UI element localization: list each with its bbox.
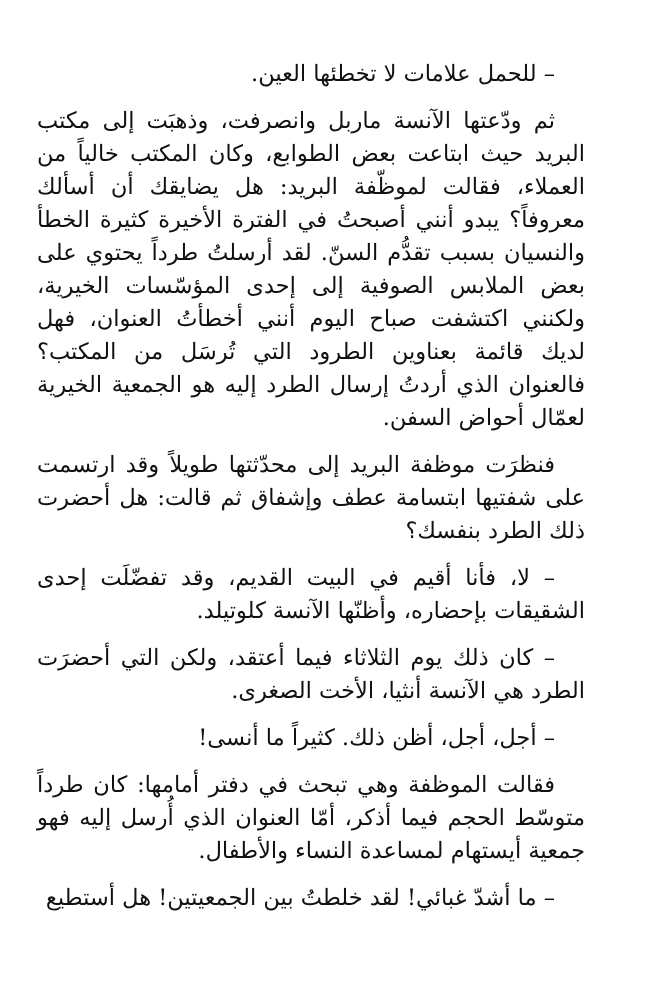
paragraph-dialogue-4: – أجل، أجل، أظن ذلك. كثيراً ما أنسى! — [198, 725, 555, 751]
paragraph-dialogue-1: – للحمل علامات لا تخطئها العين. — [251, 61, 555, 87]
paragraph-dialogue-3: – كان ذلك يوم الثلاثاء فيما أعتقد، ولكن التي أحضرَت الطرد هي الآنسة أنثيا، الأخت الصغرى. — [37, 645, 585, 704]
paragraph-dialogue-5: – ما أشدّ غبائي! لقد خلطتُ بين الجمعيتين! هل أستطيع — [45, 885, 555, 911]
book-page — [37, 58, 585, 915]
paragraph-narrative-post-office: ثم ودّعتها الآنسة ماربل وانصرفت، وذهبَت إلى مكتب البريد حيث ابتاعت بعض الطوابع، وكان المكتب خالياً من العملاء، فقالت لموظّفة البريد: هل يضايقك أن أسألك معروفاً؟ يبدو أنني أصبحتُ في الفترة الأخيرة كثيرة الخطأ والنسيان بسبب تقدُّم السنّ. لقد أرسلتُ طرداً يحتوي على بعض الملابس الصوفية إلى إحدى المؤسّسات الخيرية، ولكنني اكتشفت صباح اليوم أنني أخطأتُ العنوان، فهل لديك قائمة بعناوين الطرود التي تُرسَل من المكتب؟ فالعنوان الذي أردتُ إرسال الطرد إليه هو الجمعية الخيرية لعمّال أحواض السفن. — [37, 108, 585, 431]
paragraph-narrative-clerk: فنظرَت موظفة البريد إلى محدّثتها طويلاً وقد ارتسمت على شفتيها ابتسامة عطف وإشفاق ثم قالت: هل أحضرت ذلك الطرد بنفسك؟ — [37, 452, 585, 544]
paragraph-narrative-ledger: فقالت الموظفة وهي تبحث في دفتر أمامها: كان طرداً متوسّط الحجم فيما أذكر، أمّا العنوان الذي أُرسل إليه فهو جمعية أيستهام لمساعدة النساء والأطفال. — [37, 772, 585, 864]
paragraph-dialogue-2: – لا، فأنا أقيم في البيت القديم، وقد تفضّلَت إحدى الشقيقات بإحضاره، وأظنّها الآنسة كلوتيلد. — [37, 565, 585, 624]
